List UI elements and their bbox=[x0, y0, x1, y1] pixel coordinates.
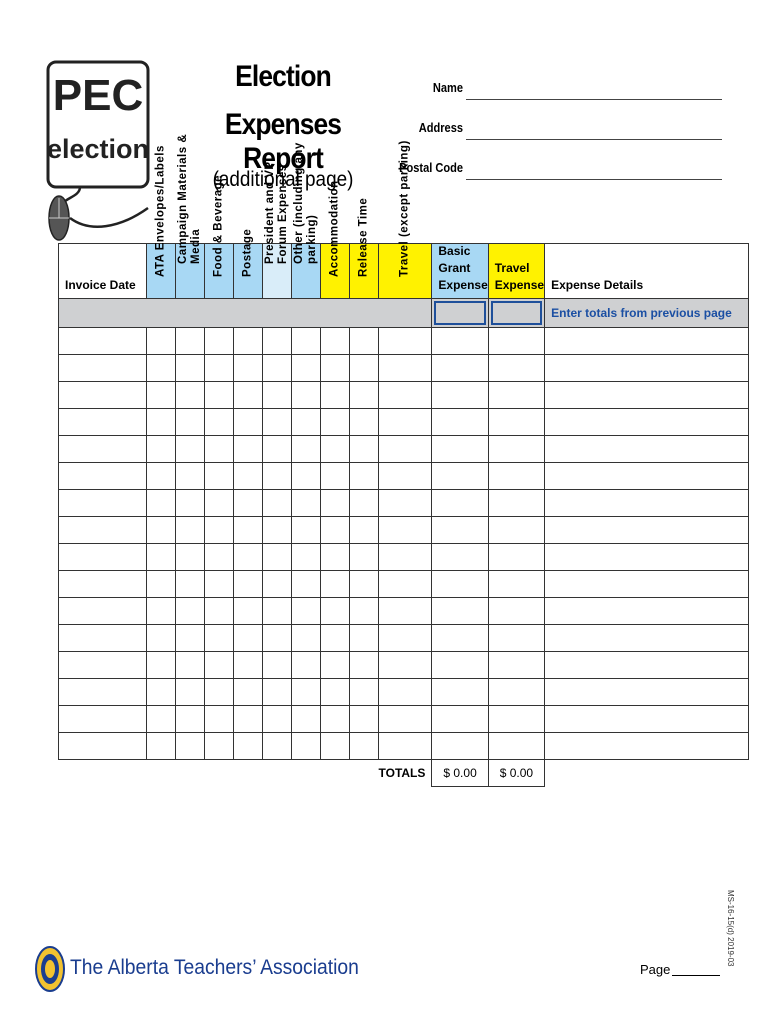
entry-cell[interactable] bbox=[59, 652, 147, 679]
entry-cell[interactable] bbox=[147, 544, 176, 571]
entry-cell[interactable] bbox=[176, 355, 205, 382]
report-title-line2: Expenses Report bbox=[224, 108, 342, 175]
entry-cell[interactable] bbox=[234, 571, 263, 598]
entry-cell[interactable] bbox=[147, 571, 176, 598]
entry-cell[interactable] bbox=[263, 328, 292, 355]
report-subtitle: (additional page) bbox=[212, 168, 354, 191]
previous-basic-total-input[interactable] bbox=[434, 301, 485, 325]
entry-cell[interactable] bbox=[488, 706, 544, 733]
table-row bbox=[59, 598, 749, 625]
entry-rows bbox=[59, 328, 749, 760]
header-president-vp-forum bbox=[263, 161, 292, 299]
entry-cell[interactable] bbox=[234, 382, 263, 409]
entry-cell[interactable] bbox=[350, 436, 379, 463]
entry-cell[interactable] bbox=[379, 382, 432, 409]
invoice-date-header bbox=[59, 244, 147, 299]
entry-cell[interactable] bbox=[432, 328, 488, 355]
entry-cell[interactable] bbox=[59, 706, 147, 733]
entry-cell[interactable] bbox=[350, 382, 379, 409]
totals-trailing bbox=[545, 760, 749, 787]
entry-cell[interactable] bbox=[488, 328, 544, 355]
header-accommodation bbox=[321, 180, 350, 299]
entry-cell[interactable] bbox=[432, 733, 488, 760]
invoice-date-label: Invoice Date bbox=[65, 278, 136, 292]
entry-cell[interactable] bbox=[263, 436, 292, 463]
header-other bbox=[292, 142, 321, 299]
entry-cell[interactable] bbox=[234, 598, 263, 625]
entry-cell[interactable] bbox=[263, 625, 292, 652]
entry-cell[interactable] bbox=[263, 544, 292, 571]
entry-cell[interactable] bbox=[147, 733, 176, 760]
entry-cell[interactable] bbox=[234, 544, 263, 571]
entry-cell[interactable] bbox=[176, 571, 205, 598]
entry-cell[interactable] bbox=[350, 409, 379, 436]
header-campaign-materials-label: Campaign Materials & Media bbox=[177, 133, 202, 264]
entry-cell[interactable] bbox=[545, 598, 749, 625]
entry-cell[interactable] bbox=[350, 544, 379, 571]
ata-name: The Alberta Teachers’ Association bbox=[70, 956, 359, 979]
entry-cell[interactable] bbox=[350, 490, 379, 517]
entry-cell[interactable] bbox=[263, 652, 292, 679]
entry-cell[interactable] bbox=[350, 706, 379, 733]
entry-cell[interactable] bbox=[176, 382, 205, 409]
entry-cell[interactable] bbox=[263, 382, 292, 409]
entry-cell[interactable] bbox=[176, 517, 205, 544]
entry-cell[interactable] bbox=[205, 382, 234, 409]
table-header-row bbox=[59, 244, 749, 299]
entry-cell[interactable] bbox=[350, 571, 379, 598]
previous-totals-grey-area bbox=[59, 299, 432, 328]
header-travel-label: Travel (except parking) bbox=[398, 140, 411, 277]
entry-cell[interactable] bbox=[488, 382, 544, 409]
entry-cell[interactable] bbox=[176, 490, 205, 517]
entry-cell[interactable] bbox=[292, 679, 321, 706]
entry-cell[interactable] bbox=[379, 517, 432, 544]
table-row bbox=[59, 328, 749, 355]
previous-basic-total-cell[interactable] bbox=[432, 299, 488, 328]
entry-cell[interactable] bbox=[205, 490, 234, 517]
entry-cell[interactable] bbox=[379, 706, 432, 733]
entry-cell[interactable] bbox=[205, 463, 234, 490]
entry-cell[interactable] bbox=[176, 436, 205, 463]
entry-cell[interactable] bbox=[59, 571, 147, 598]
entry-cell[interactable] bbox=[432, 598, 488, 625]
entry-cell[interactable] bbox=[292, 328, 321, 355]
entry-cell[interactable] bbox=[263, 733, 292, 760]
address-field[interactable] bbox=[466, 139, 722, 140]
entry-cell[interactable] bbox=[545, 490, 749, 517]
entry-cell[interactable] bbox=[321, 409, 350, 436]
entry-cell[interactable] bbox=[59, 733, 147, 760]
header-travel-expense bbox=[488, 244, 544, 299]
entry-cell[interactable] bbox=[59, 436, 147, 463]
name-label: Name bbox=[432, 80, 463, 95]
entry-cell[interactable] bbox=[545, 382, 749, 409]
totals-label: TOTALS bbox=[378, 766, 426, 781]
entry-cell[interactable] bbox=[488, 355, 544, 382]
entry-cell[interactable] bbox=[205, 571, 234, 598]
totals-row bbox=[59, 760, 749, 787]
expense-details-label: Expense Details bbox=[551, 278, 644, 292]
entry-cell[interactable] bbox=[176, 652, 205, 679]
basic-grant-line3: Expense bbox=[438, 278, 488, 292]
header-postage-label: Postage bbox=[241, 228, 254, 277]
entry-cell[interactable] bbox=[350, 679, 379, 706]
header-president-vp-forum-label: President and VP Forum Expenses bbox=[264, 161, 289, 264]
entry-cell[interactable] bbox=[263, 679, 292, 706]
entry-cell[interactable] bbox=[292, 463, 321, 490]
entry-cell[interactable] bbox=[379, 409, 432, 436]
address-label: Address bbox=[418, 120, 463, 135]
entry-cell[interactable] bbox=[205, 598, 234, 625]
entry-cell[interactable] bbox=[234, 436, 263, 463]
entry-cell[interactable] bbox=[321, 355, 350, 382]
entry-cell[interactable] bbox=[488, 625, 544, 652]
entry-cell[interactable] bbox=[350, 463, 379, 490]
entry-cell[interactable] bbox=[321, 625, 350, 652]
entry-cell[interactable] bbox=[379, 355, 432, 382]
entry-cell[interactable] bbox=[379, 652, 432, 679]
entry-cell[interactable] bbox=[176, 463, 205, 490]
entry-cell[interactable] bbox=[59, 382, 147, 409]
entry-cell[interactable] bbox=[147, 706, 176, 733]
entry-cell[interactable] bbox=[432, 463, 488, 490]
table-row bbox=[59, 436, 749, 463]
entry-cell[interactable] bbox=[234, 679, 263, 706]
entry-cell[interactable] bbox=[545, 571, 749, 598]
entry-cell[interactable] bbox=[234, 409, 263, 436]
entry-cell[interactable] bbox=[545, 679, 749, 706]
entry-cell[interactable] bbox=[292, 625, 321, 652]
entry-cell[interactable] bbox=[176, 706, 205, 733]
travel-expense-line2: Expense bbox=[494, 278, 545, 292]
previous-travel-total-cell[interactable] bbox=[488, 299, 544, 328]
table-row bbox=[59, 517, 749, 544]
entry-cell[interactable] bbox=[147, 409, 176, 436]
entry-cell[interactable] bbox=[432, 436, 488, 463]
entry-cell[interactable] bbox=[59, 355, 147, 382]
entry-cell[interactable] bbox=[263, 706, 292, 733]
header-food-beverage-label: Food & Beverage bbox=[212, 174, 225, 277]
entry-cell[interactable] bbox=[205, 733, 234, 760]
entry-cell[interactable] bbox=[205, 355, 234, 382]
entry-cell[interactable] bbox=[147, 355, 176, 382]
entry-cell[interactable] bbox=[292, 517, 321, 544]
entry-cell[interactable] bbox=[292, 733, 321, 760]
header-ata-envelopes-label: ATA Envelopes/Labels bbox=[154, 145, 167, 277]
entry-cell[interactable] bbox=[432, 706, 488, 733]
entry-cell[interactable] bbox=[350, 355, 379, 382]
header-release-time bbox=[350, 197, 379, 299]
entry-cell[interactable] bbox=[545, 463, 749, 490]
entry-cell[interactable] bbox=[350, 625, 379, 652]
entry-cell[interactable] bbox=[379, 436, 432, 463]
logo-election-text: election bbox=[46, 134, 150, 164]
enter-totals-note: Enter totals from previous page bbox=[545, 299, 749, 328]
entry-cell[interactable] bbox=[59, 544, 147, 571]
entry-cell[interactable] bbox=[263, 463, 292, 490]
form-code: MS-16-15(d) 2019-03 bbox=[726, 890, 735, 967]
entry-cell[interactable] bbox=[321, 652, 350, 679]
table-row bbox=[59, 679, 749, 706]
entry-cell[interactable] bbox=[263, 409, 292, 436]
entry-cell[interactable] bbox=[488, 679, 544, 706]
table-row bbox=[59, 490, 749, 517]
travel-expense-line1: Travel bbox=[494, 261, 530, 275]
header-accommodation-label: Accommodation bbox=[328, 180, 341, 277]
table-row bbox=[59, 382, 749, 409]
table-row bbox=[59, 409, 749, 436]
entry-cell[interactable] bbox=[176, 733, 205, 760]
entry-cell[interactable] bbox=[321, 490, 350, 517]
entry-cell[interactable] bbox=[321, 544, 350, 571]
table-row bbox=[59, 733, 749, 760]
entry-cell[interactable] bbox=[205, 706, 234, 733]
entry-cell[interactable] bbox=[350, 517, 379, 544]
logo-pec-text: PEC bbox=[52, 71, 144, 120]
entry-cell[interactable] bbox=[205, 436, 234, 463]
entry-cell[interactable] bbox=[263, 517, 292, 544]
table-row bbox=[59, 571, 749, 598]
table-row bbox=[59, 544, 749, 571]
entry-cell[interactable] bbox=[379, 679, 432, 706]
entry-cell[interactable] bbox=[292, 409, 321, 436]
entry-cell[interactable] bbox=[432, 652, 488, 679]
entry-cell[interactable] bbox=[488, 463, 544, 490]
entry-cell[interactable] bbox=[147, 625, 176, 652]
entry-cell[interactable] bbox=[488, 652, 544, 679]
entry-cell[interactable] bbox=[350, 733, 379, 760]
entry-cell[interactable] bbox=[350, 652, 379, 679]
entry-cell[interactable] bbox=[263, 355, 292, 382]
table-row bbox=[59, 652, 749, 679]
entry-cell[interactable] bbox=[545, 652, 749, 679]
entry-cell[interactable] bbox=[432, 355, 488, 382]
table-row bbox=[59, 625, 749, 652]
header-food-beverage bbox=[205, 174, 234, 299]
entry-cell[interactable] bbox=[488, 436, 544, 463]
basic-grant-line1: Basic bbox=[438, 244, 471, 258]
entry-cell[interactable] bbox=[147, 463, 176, 490]
entry-cell[interactable] bbox=[176, 598, 205, 625]
entry-cell[interactable] bbox=[545, 409, 749, 436]
entry-cell[interactable] bbox=[176, 625, 205, 652]
entry-cell[interactable] bbox=[432, 571, 488, 598]
entry-cell[interactable] bbox=[59, 409, 147, 436]
entry-cell[interactable] bbox=[147, 679, 176, 706]
ata-seal-icon bbox=[35, 946, 65, 992]
name-field[interactable] bbox=[466, 99, 722, 100]
entry-cell[interactable] bbox=[379, 463, 432, 490]
entry-cell[interactable] bbox=[292, 436, 321, 463]
report-title-line1: Election bbox=[235, 60, 331, 93]
entry-cell[interactable] bbox=[205, 544, 234, 571]
entry-cell[interactable] bbox=[59, 490, 147, 517]
entry-cell[interactable] bbox=[432, 517, 488, 544]
entry-cell[interactable] bbox=[488, 598, 544, 625]
postal-code-label: Postal Code bbox=[399, 160, 463, 175]
header-release-time-label: Release Time bbox=[357, 197, 370, 277]
entry-cell[interactable] bbox=[263, 598, 292, 625]
entry-cell[interactable] bbox=[321, 598, 350, 625]
entry-cell[interactable] bbox=[321, 436, 350, 463]
entry-cell[interactable] bbox=[176, 328, 205, 355]
entry-cell[interactable] bbox=[488, 517, 544, 544]
entry-cell[interactable] bbox=[176, 679, 205, 706]
table-row bbox=[59, 706, 749, 733]
postal-code-field[interactable] bbox=[466, 179, 722, 180]
entry-cell[interactable] bbox=[292, 490, 321, 517]
header-campaign-materials bbox=[176, 133, 205, 299]
table-row bbox=[59, 463, 749, 490]
entry-cell[interactable] bbox=[545, 625, 749, 652]
entry-cell[interactable] bbox=[488, 571, 544, 598]
entry-cell[interactable] bbox=[321, 517, 350, 544]
entry-cell[interactable] bbox=[379, 598, 432, 625]
entry-cell[interactable] bbox=[59, 517, 147, 544]
entry-cell[interactable] bbox=[379, 490, 432, 517]
entry-cell[interactable] bbox=[263, 571, 292, 598]
entry-cell[interactable] bbox=[292, 571, 321, 598]
entry-cell[interactable] bbox=[234, 652, 263, 679]
entry-cell[interactable] bbox=[59, 328, 147, 355]
entry-cell[interactable] bbox=[147, 517, 176, 544]
entry-cell[interactable] bbox=[176, 544, 205, 571]
entry-cell[interactable] bbox=[234, 517, 263, 544]
entry-cell[interactable] bbox=[545, 544, 749, 571]
entry-cell[interactable] bbox=[545, 436, 749, 463]
entry-cell[interactable] bbox=[292, 598, 321, 625]
entry-cell[interactable] bbox=[147, 382, 176, 409]
entry-cell[interactable] bbox=[321, 571, 350, 598]
previous-totals-row bbox=[59, 299, 749, 328]
entry-cell[interactable] bbox=[379, 625, 432, 652]
header-ata-envelopes bbox=[147, 145, 176, 299]
entry-cell[interactable] bbox=[488, 490, 544, 517]
header-other-label: Other (including any parking) bbox=[293, 142, 318, 264]
entry-cell[interactable] bbox=[488, 733, 544, 760]
previous-travel-total-input[interactable] bbox=[491, 301, 542, 325]
entry-cell[interactable] bbox=[205, 652, 234, 679]
entry-cell[interactable] bbox=[59, 463, 147, 490]
entry-cell[interactable] bbox=[545, 706, 749, 733]
entry-cell[interactable] bbox=[147, 436, 176, 463]
entry-cell[interactable] bbox=[488, 544, 544, 571]
entry-cell[interactable] bbox=[147, 328, 176, 355]
pec-election-logo bbox=[40, 58, 155, 243]
entry-cell[interactable] bbox=[234, 328, 263, 355]
entry-cell[interactable] bbox=[321, 706, 350, 733]
entry-cell[interactable] bbox=[379, 328, 432, 355]
entry-cell[interactable] bbox=[234, 706, 263, 733]
entry-cell[interactable] bbox=[292, 355, 321, 382]
entry-cell[interactable] bbox=[147, 490, 176, 517]
entry-cell[interactable] bbox=[321, 328, 350, 355]
entry-cell[interactable] bbox=[488, 409, 544, 436]
entry-cell[interactable] bbox=[350, 328, 379, 355]
entry-cell[interactable] bbox=[234, 355, 263, 382]
table-row bbox=[59, 355, 749, 382]
entry-cell[interactable] bbox=[321, 733, 350, 760]
entry-cell[interactable] bbox=[432, 544, 488, 571]
entry-cell[interactable] bbox=[234, 625, 263, 652]
page-label: Page bbox=[640, 962, 671, 977]
entry-cell[interactable] bbox=[176, 409, 205, 436]
entry-cell[interactable] bbox=[545, 328, 749, 355]
page-number-field[interactable] bbox=[672, 975, 720, 976]
entry-cell[interactable] bbox=[432, 409, 488, 436]
entry-cell[interactable] bbox=[432, 625, 488, 652]
entry-cell[interactable] bbox=[321, 679, 350, 706]
entry-cell[interactable] bbox=[292, 544, 321, 571]
entry-cell[interactable] bbox=[350, 598, 379, 625]
entry-cell[interactable] bbox=[321, 382, 350, 409]
entry-cell[interactable] bbox=[379, 571, 432, 598]
entry-cell[interactable] bbox=[379, 544, 432, 571]
entry-cell[interactable] bbox=[234, 733, 263, 760]
entry-cell[interactable] bbox=[205, 679, 234, 706]
entry-cell[interactable] bbox=[205, 625, 234, 652]
header-basic-grant-expense bbox=[432, 244, 488, 299]
entry-cell[interactable] bbox=[59, 598, 147, 625]
entry-cell[interactable] bbox=[263, 490, 292, 517]
entry-cell[interactable] bbox=[432, 679, 488, 706]
header-expense-details bbox=[545, 244, 749, 299]
basic-grant-line2: Grant bbox=[438, 261, 471, 275]
entry-cell[interactable] bbox=[379, 733, 432, 760]
entry-cell[interactable] bbox=[205, 409, 234, 436]
basic-grant-total: $ 0.00 bbox=[432, 760, 488, 787]
entry-cell[interactable] bbox=[59, 679, 147, 706]
entry-cell[interactable] bbox=[545, 355, 749, 382]
entry-cell[interactable] bbox=[432, 382, 488, 409]
entry-cell[interactable] bbox=[545, 733, 749, 760]
entry-cell[interactable] bbox=[147, 652, 176, 679]
entry-cell[interactable] bbox=[432, 490, 488, 517]
entry-cell[interactable] bbox=[292, 382, 321, 409]
entry-cell[interactable] bbox=[147, 598, 176, 625]
totals-spacer bbox=[59, 760, 379, 787]
entry-cell[interactable] bbox=[234, 490, 263, 517]
travel-expense-total: $ 0.00 bbox=[488, 760, 544, 787]
entry-cell[interactable] bbox=[321, 463, 350, 490]
entry-cell[interactable] bbox=[205, 328, 234, 355]
entry-cell[interactable] bbox=[205, 517, 234, 544]
entry-cell[interactable] bbox=[545, 517, 749, 544]
header-postage bbox=[234, 228, 263, 299]
entry-cell[interactable] bbox=[292, 652, 321, 679]
entry-cell[interactable] bbox=[292, 706, 321, 733]
entry-cell[interactable] bbox=[234, 463, 263, 490]
entry-cell[interactable] bbox=[59, 625, 147, 652]
